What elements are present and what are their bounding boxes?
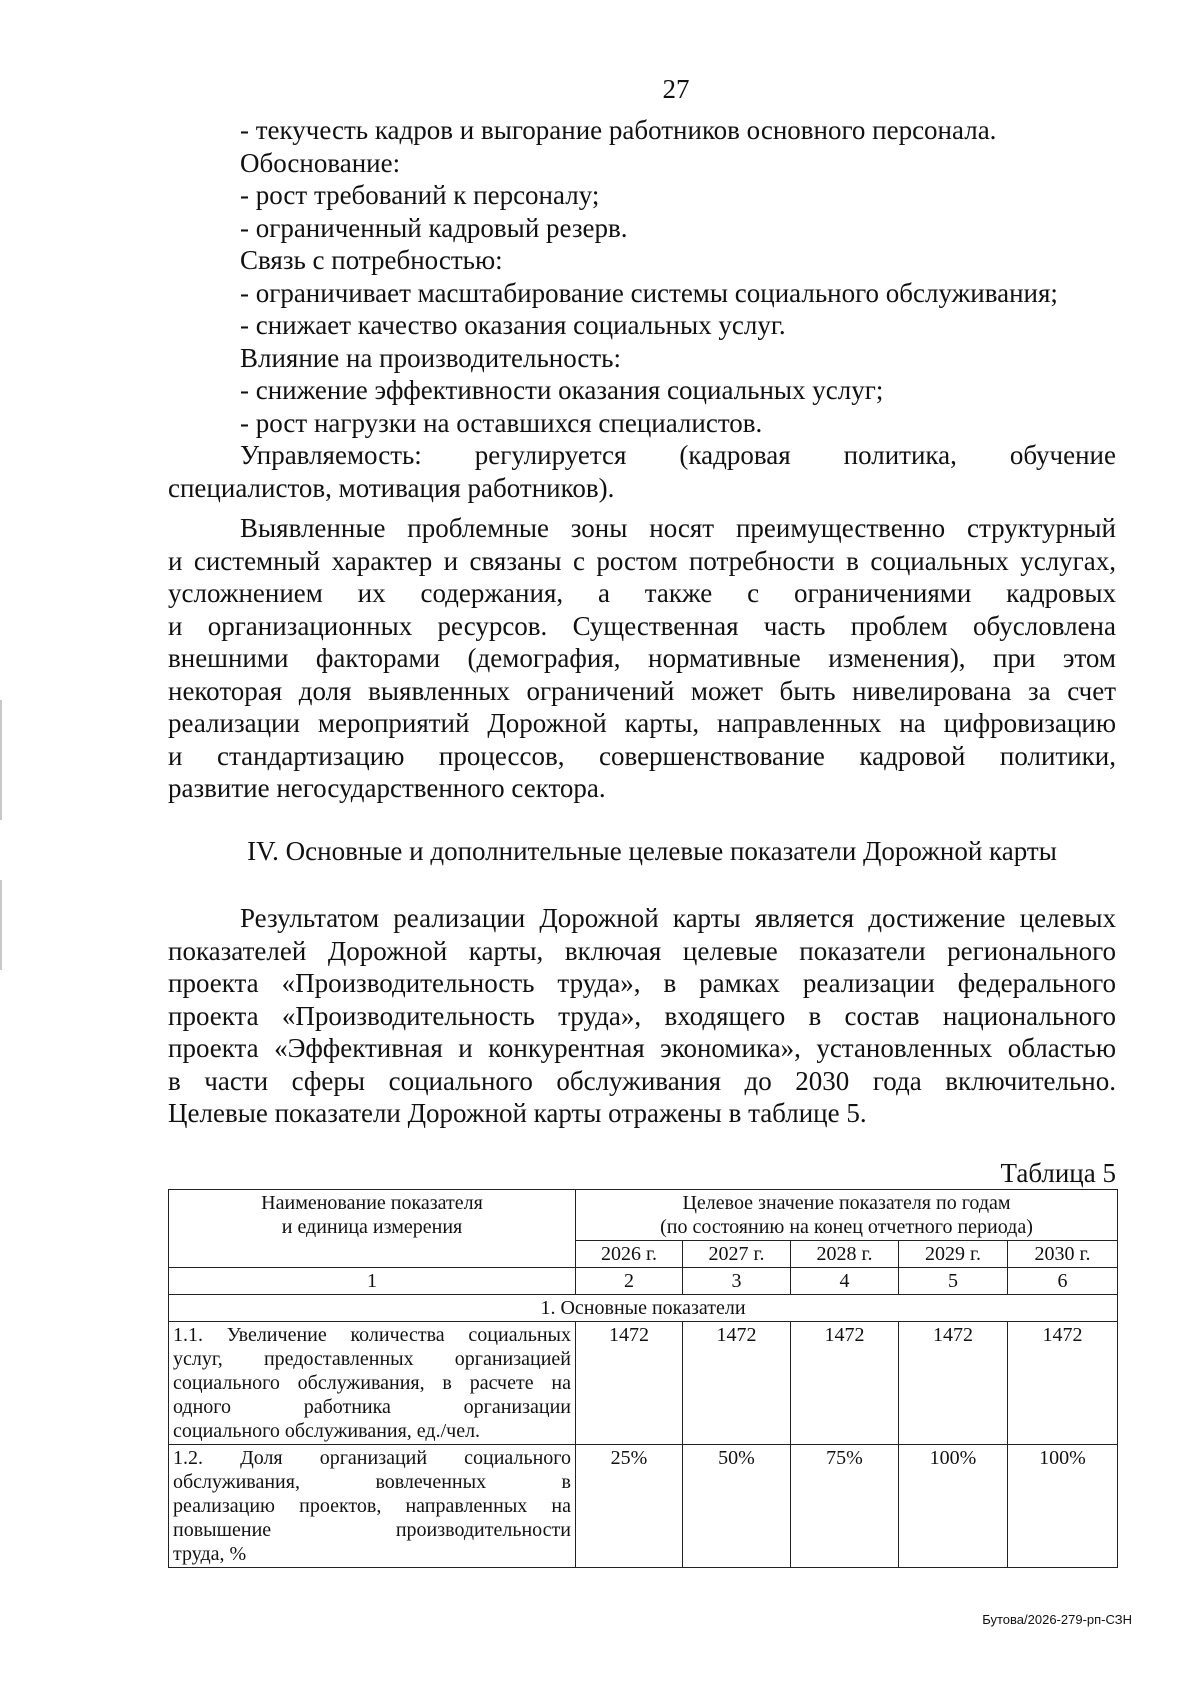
page-number: 27 (662, 74, 690, 104)
text-line: специалистов, мотивация работников). (168, 472, 615, 503)
cell-text-line: труда, % (173, 1543, 247, 1565)
document-code: Бутова/2026-279-рп-СЗН (982, 1612, 1132, 1627)
section-heading: IV. Основные и дополнительные целевые показатели Дорожной карты (247, 836, 1057, 866)
header-text: (по состоянию на конец отчетного периода) (660, 1216, 1033, 1238)
column-number: 6 (1008, 1268, 1118, 1295)
header-text: Наименование показателя (261, 1192, 483, 1214)
text-line: - рост нагрузки на оставшихся специалистов. (240, 407, 763, 438)
cell-text-line: 1.2. Доля организаций социального (173, 1447, 571, 1469)
problem-zones-paragraph (168, 512, 1116, 805)
section-title: 1. Основные показатели (169, 1295, 1118, 1322)
cell-text-line: повышение производительности (173, 1519, 571, 1541)
column-number: 4 (791, 1268, 899, 1295)
header-text: и единица измерения (281, 1216, 463, 1238)
column-number: 5 (899, 1268, 1008, 1295)
cell-text-line: социального обслуживания, ед./чел. (173, 1420, 481, 1442)
indicator-value: 100% (899, 1445, 1008, 1568)
year-header: 2029 г. (899, 1241, 1008, 1268)
year-header: 2027 г. (683, 1241, 791, 1268)
indicator-value: 50% (683, 1445, 791, 1568)
indicator-value: 1472 (1008, 1322, 1118, 1445)
scan-edge-mark (0, 700, 2, 820)
indicators-table (168, 1189, 1118, 1568)
text-line: Связь с потребностью: (240, 245, 503, 275)
indicator-name (169, 1322, 576, 1445)
text-line: и организационных ресурсов. Существенная часть проблем обусловлена (168, 610, 1116, 641)
cell-text-line: 1.1. Увеличение количества социальных (173, 1324, 571, 1346)
text-line: - текучесть кадров и выгорание работников основного персонала. (240, 115, 997, 145)
text-line: - снижение эффективности оказания социальных услуг; (240, 375, 884, 405)
table-row (169, 1445, 1118, 1568)
table-column-numbers-row (169, 1268, 1118, 1295)
text-line: - снижает качество оказания социальных услуг. (240, 310, 786, 340)
text-line: Результатом реализации Дорожной карты является достижение целевых (240, 903, 1116, 933)
text-line: - рост требований к персоналу; (240, 180, 600, 210)
text-line: и стандартизацию процессов, совершенствование кадровой политики, (168, 740, 1116, 771)
text-line: и системный характер и связаны с ростом потребности в социальных услугах, (168, 545, 1116, 576)
text-line: Управляемость: регулируется (кадровая политика, обучение (240, 440, 1116, 470)
table-header-row (169, 1190, 1118, 1241)
indicator-value: 75% (791, 1445, 899, 1568)
text-line: Выявленные проблемные зоны носят преимущественно структурный (240, 513, 1116, 543)
indicator-value: 100% (1008, 1445, 1118, 1568)
cell-text-line: реализацию проектов, направленных на (173, 1495, 571, 1517)
text-line: проекта «Эффективная и конкурентная экономика», установленных областью (168, 1033, 1116, 1063)
scan-edge-mark (0, 880, 2, 970)
table-caption: Таблица 5 (1000, 1158, 1116, 1188)
column-number: 2 (576, 1268, 683, 1295)
text-line: - ограниченный кадровый резерв. (240, 212, 628, 243)
text-line: некоторая доля выявленных ограничений может быть нивелирована за счет (168, 675, 1116, 706)
column-number: 1 (169, 1268, 576, 1295)
text-line: Влияние на производительность: (240, 342, 621, 373)
indicator-value: 25% (576, 1445, 683, 1568)
text-line: внешними факторами (демография, нормативные изменения), при этом (168, 643, 1116, 673)
indicator-value: 1472 (576, 1322, 683, 1445)
header-indicator-name (169, 1190, 576, 1268)
table-section-row (169, 1295, 1118, 1322)
text-line: в части сферы социального обслуживания до 2030 года включительно. (168, 1065, 1116, 1096)
text-line: Целевые показатели Дорожной карты отражены в таблице 5. (168, 1098, 867, 1128)
text-line: усложнением их содержания, а также с ограничениями кадровых (168, 578, 1116, 608)
indicator-value: 1472 (791, 1322, 899, 1445)
cell-text-line: обслуживания, вовлеченных в (173, 1471, 571, 1493)
text-line: реализации мероприятий Дорожной карты, направленных на цифровизацию (168, 708, 1116, 738)
year-header: 2030 г. (1008, 1241, 1118, 1268)
text-line: развитие негосударственного сектора. (168, 773, 606, 803)
year-header: 2028 г. (791, 1241, 899, 1268)
text-line: проекта «Производительность труда», в рамках реализации федерального (168, 968, 1116, 998)
result-paragraph (168, 902, 1116, 1130)
cell-text-line: одного работника организации (173, 1396, 571, 1418)
column-number: 3 (683, 1268, 791, 1295)
risk-description-block (168, 114, 1116, 504)
text-line: Обоснование: (240, 147, 401, 178)
text-line: показателей Дорожной карты, включая целевые показатели регионального (168, 935, 1116, 966)
indicator-name (169, 1445, 576, 1568)
text-line: проекта «Производительность труда», входящего в состав национального (168, 1000, 1116, 1031)
year-header: 2026 г. (576, 1241, 683, 1268)
indicator-value: 1472 (899, 1322, 1008, 1445)
header-target-values (576, 1190, 1118, 1241)
header-text: Целевое значение показателя по годам (682, 1192, 1011, 1214)
cell-text-line: социального обслуживания, в расчете на (173, 1372, 571, 1394)
indicator-value: 1472 (683, 1322, 791, 1445)
cell-text-line: услуг, предоставленных организацией (173, 1348, 571, 1370)
text-line: - ограничивает масштабирование системы социального обслуживания; (240, 277, 1058, 308)
table-row (169, 1322, 1118, 1445)
